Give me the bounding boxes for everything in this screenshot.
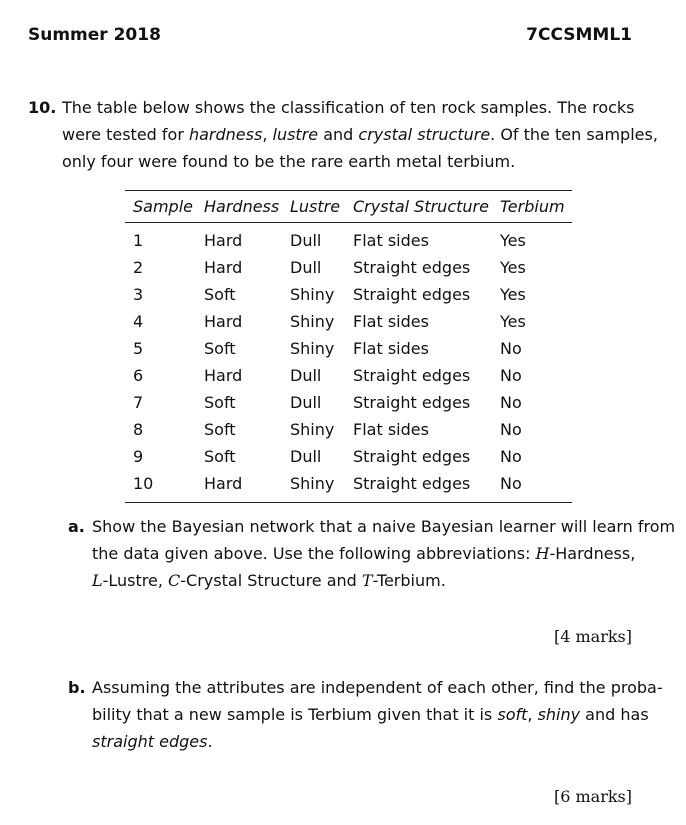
cell-sample: 6 — [133, 366, 144, 385]
part-b-text — [92, 674, 663, 755]
cell-hardness: Soft — [204, 393, 236, 412]
cell-crystal-structure: Flat sides — [353, 231, 429, 250]
question-line-3: only four were found to be the rare earth metal terbium. — [62, 152, 516, 171]
header-lustre: Lustre — [290, 197, 341, 216]
cell-hardness: Soft — [204, 447, 236, 466]
cell-terbium: No — [500, 339, 522, 358]
cell-hardness: Hard — [204, 474, 243, 493]
cell-terbium: Yes — [500, 258, 526, 277]
header-module-date: Summer 2018 — [28, 25, 161, 45]
part-a-text — [92, 513, 675, 594]
question-number: 10. — [28, 98, 57, 117]
cell-lustre: Shiny — [290, 285, 335, 304]
cell-terbium: No — [500, 366, 522, 385]
part-b-marks: [6 marks] — [553, 787, 632, 806]
cell-terbium: Yes — [500, 312, 526, 331]
cell-hardness: Soft — [204, 339, 236, 358]
cell-hardness: Hard — [204, 258, 243, 277]
question-line-2: were tested for hardness, lustre and crystal structure. Of the ten samples, — [62, 125, 658, 144]
cell-lustre: Shiny — [290, 420, 335, 439]
rock-samples-table — [125, 190, 572, 503]
cell-sample: 5 — [133, 339, 144, 358]
cell-lustre: Dull — [290, 231, 322, 250]
table-row — [125, 389, 572, 416]
cell-terbium: No — [500, 474, 522, 493]
cell-crystal-structure: Straight edges — [353, 285, 471, 304]
cell-hardness: Soft — [204, 420, 236, 439]
cell-lustre: Dull — [290, 393, 322, 412]
part-a-label: a. — [68, 517, 85, 536]
cell-sample: 1 — [133, 231, 144, 250]
cell-terbium: Yes — [500, 285, 526, 304]
question-line-1: The table below shows the classification of ten rock samples. The rocks — [62, 98, 635, 117]
cell-hardness: Soft — [204, 285, 236, 304]
cell-crystal-structure: Straight edges — [353, 366, 471, 385]
table-bottom-rule — [125, 502, 572, 503]
cell-hardness: Hard — [204, 366, 243, 385]
table-header-row — [125, 191, 572, 222]
cell-crystal-structure: Flat sides — [353, 339, 429, 358]
cell-terbium: Yes — [500, 231, 526, 250]
cell-terbium: No — [500, 393, 522, 412]
cell-crystal-structure: Flat sides — [353, 312, 429, 331]
table-row — [125, 416, 572, 443]
part-b-label: b. — [68, 678, 86, 697]
part-a-line-1: Show the Bayesian network that a naive Bayesian learner will learn from — [92, 517, 676, 536]
cell-crystal-structure: Straight edges — [353, 447, 471, 466]
table-row — [125, 362, 572, 389]
cell-lustre: Shiny — [290, 474, 335, 493]
header-terbium: Terbium — [500, 197, 565, 216]
question-intro — [62, 94, 658, 175]
part-a-line-2: the data given above. Use the following abbreviations: H-Hardness, — [92, 544, 636, 563]
table-row — [125, 227, 572, 254]
cell-lustre: Shiny — [290, 339, 335, 358]
part-b-line-2: bility that a new sample is Terbium given that it is soft, shiny and has — [92, 705, 649, 724]
cell-sample: 8 — [133, 420, 144, 439]
header-module-code: 7CCSMML1 — [526, 25, 632, 45]
header-crystal-structure: Crystal Structure — [353, 197, 489, 216]
cell-lustre: Dull — [290, 447, 322, 466]
header-sample: Sample — [133, 197, 193, 216]
table-row — [125, 281, 572, 308]
table-row — [125, 254, 572, 281]
table-row — [125, 443, 572, 470]
cell-lustre: Dull — [290, 258, 322, 277]
cell-hardness: Hard — [204, 231, 243, 250]
part-a-line-3: L-Lustre, C-Crystal Structure and T-Terbium. — [92, 571, 446, 590]
cell-crystal-structure: Straight edges — [353, 393, 471, 412]
cell-crystal-structure: Straight edges — [353, 258, 471, 277]
header-hardness: Hardness — [204, 197, 280, 216]
cell-sample: 2 — [133, 258, 144, 277]
cell-hardness: Hard — [204, 312, 243, 331]
cell-sample: 9 — [133, 447, 144, 466]
cell-sample: 4 — [133, 312, 144, 331]
cell-crystal-structure: Straight edges — [353, 474, 471, 493]
cell-crystal-structure: Flat sides — [353, 420, 429, 439]
table-row — [125, 335, 572, 362]
cell-sample: 3 — [133, 285, 144, 304]
cell-terbium: No — [500, 447, 522, 466]
part-a-marks: [4 marks] — [553, 627, 632, 646]
cell-lustre: Shiny — [290, 312, 335, 331]
part-b-line-1: Assuming the attributes are independent of each other, find the proba- — [92, 678, 663, 697]
cell-terbium: No — [500, 420, 522, 439]
cell-sample: 7 — [133, 393, 144, 412]
cell-lustre: Dull — [290, 366, 322, 385]
table-row — [125, 308, 572, 335]
part-b-line-3: straight edges. — [92, 732, 213, 751]
cell-sample: 10 — [133, 474, 154, 493]
table-row — [125, 470, 572, 497]
table-body — [125, 227, 572, 497]
